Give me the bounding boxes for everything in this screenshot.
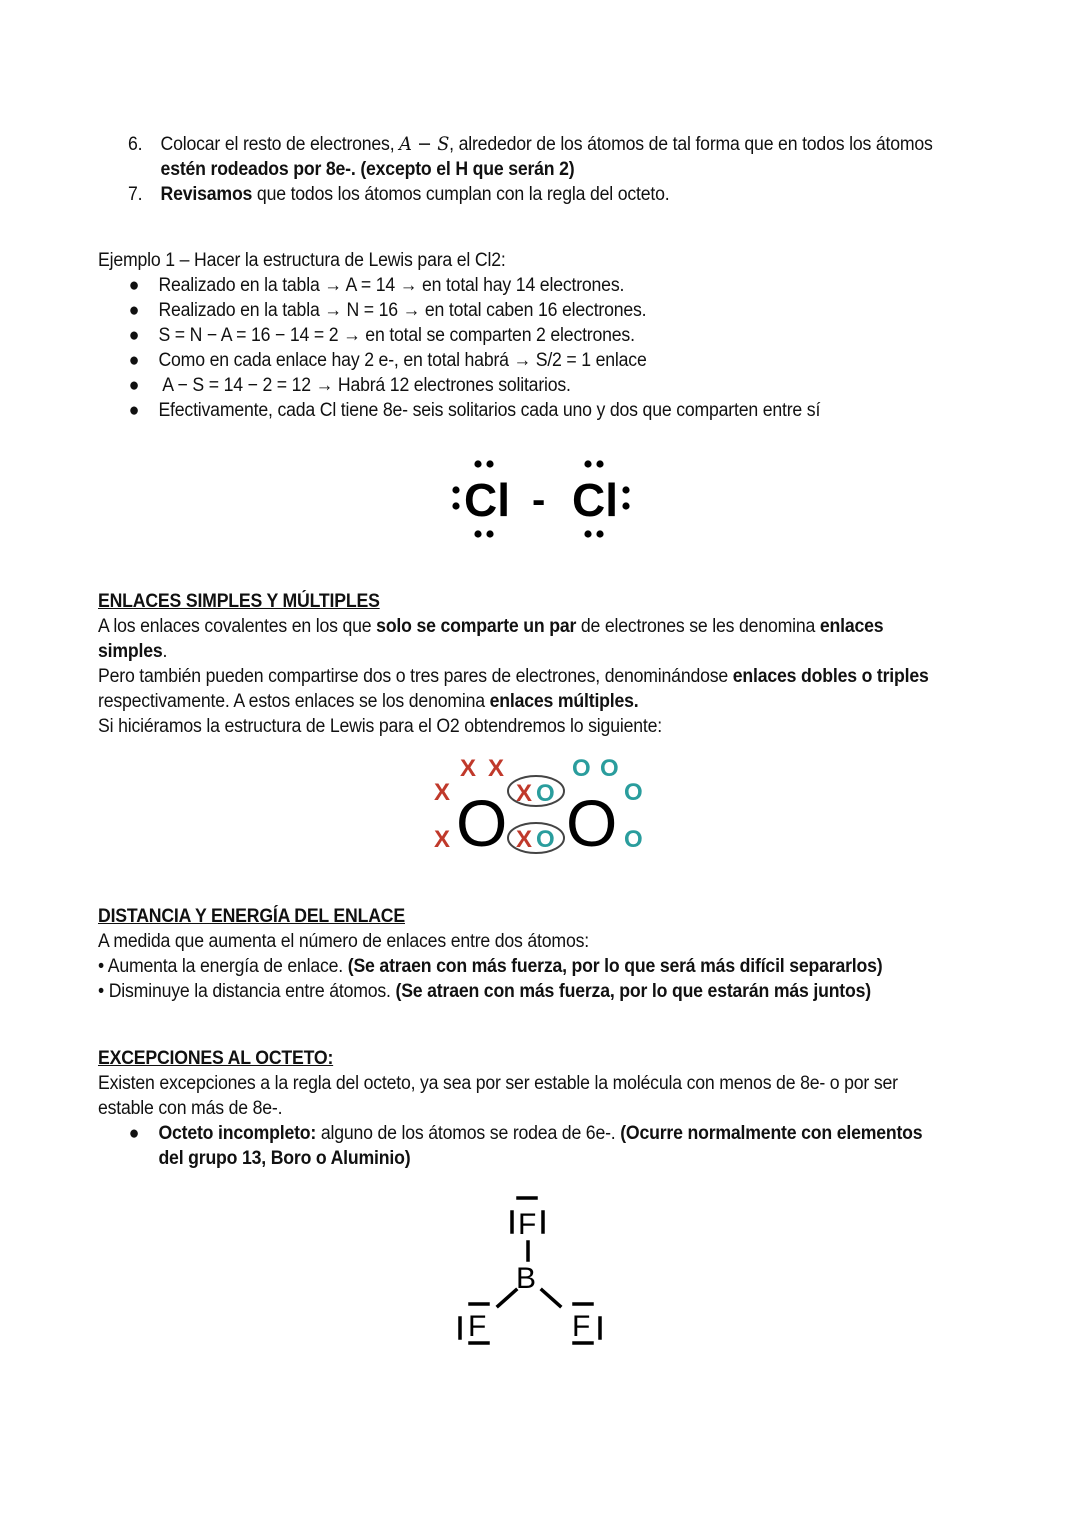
step-number: 7. xyxy=(128,184,143,205)
fluorine-top: F xyxy=(518,1208,537,1241)
paragraph xyxy=(98,614,929,639)
simple-multiple-section xyxy=(98,589,991,739)
list-item xyxy=(98,323,820,348)
text: respectivamente. A estos enlaces se los denomina xyxy=(98,691,490,712)
bullet-text: Como en cada enlace hay 2 e-, en total habrá → S/2 = 1 enlace xyxy=(158,350,647,371)
exceptions-section xyxy=(98,1046,984,1171)
text: . xyxy=(162,641,168,662)
text-bold: del grupo 13, Boro o Aluminio) xyxy=(158,1148,411,1169)
list-item xyxy=(98,979,882,1004)
cl-left-symbol: Cl xyxy=(464,474,510,526)
bullet-icon: ● xyxy=(128,400,140,421)
text-bold: solo se comparte un par xyxy=(376,616,577,637)
step-text-cont: , alrededor de los átomos de tal forma que en todos los átomos xyxy=(449,134,933,155)
step-math: A − S xyxy=(399,133,450,155)
step-6 xyxy=(128,132,965,182)
x-mark: X xyxy=(460,755,477,782)
list-item xyxy=(98,1121,922,1171)
bullet-text: A − S = 14 − 2 = 12 → Habrá 12 electrones solitarios. xyxy=(158,375,571,396)
list-item xyxy=(98,273,820,298)
text: A los enlaces covalentes en los que xyxy=(98,616,377,637)
text: Pero también pueden compartirse dos o tres pares de electrones, denominándose xyxy=(98,666,733,687)
paragraph: A medida que aumenta el número de enlaces entre dos átomos: xyxy=(98,931,589,952)
text-bold: enlaces xyxy=(819,616,884,637)
bullet-icon: ● xyxy=(128,300,140,321)
bullet-icon: ● xyxy=(128,275,140,296)
section-heading: EXCEPCIONES AL OCTETO: xyxy=(98,1048,334,1069)
bullet-icon: ● xyxy=(128,375,140,396)
text: • Disminuye la distancia entre átomos. xyxy=(98,981,396,1002)
x-mark: X xyxy=(516,826,533,853)
paragraph: Existen excepciones a la regla del octeto, ya sea por ser estable la molécula con menos de 8e- o por ser xyxy=(98,1073,898,1094)
bullet-text: Realizado en la tabla → A = 14 → en total hay 14 electrones. xyxy=(158,275,625,296)
bf3-lewis-diagram xyxy=(440,1190,620,1350)
o-mark: O xyxy=(624,779,643,806)
bullet-icon: ● xyxy=(128,1123,140,1144)
paragraph xyxy=(98,664,929,689)
paragraph: Si hiciéramos la estructura de Lewis para el O2 obtendremos lo siguiente: xyxy=(98,716,662,737)
text-bold: simples xyxy=(98,641,163,662)
x-mark: X xyxy=(488,755,505,782)
bullet-text: S = N − A = 16 − 14 = 2 → en total se comparten 2 electrones. xyxy=(158,325,635,346)
x-mark: X xyxy=(516,780,533,807)
list-item xyxy=(98,298,820,323)
x-mark: X xyxy=(434,826,451,853)
text-bold: (Se atraen con más fuerza, por lo que estarán más juntos) xyxy=(395,981,871,1002)
text-bold: enlaces múltiples. xyxy=(489,691,639,712)
text-bold: (Se atraen con más fuerza, por lo que será más difícil separarlos) xyxy=(347,956,883,977)
text: de electrones se les denomina xyxy=(576,616,820,637)
step-text-bold: estén rodeados por 8e-. (excepto el H que serán 2) xyxy=(160,159,575,180)
paragraph: estable con más de 8e-. xyxy=(98,1098,283,1119)
step-bold: Revisamos xyxy=(160,184,253,205)
list-item xyxy=(98,348,820,373)
cl2-lewis-diagram xyxy=(430,450,650,550)
step-text: que todos los átomos cumplan con la regla del octeto. xyxy=(252,184,670,205)
o-mark: O xyxy=(572,755,591,782)
text-bold: Octeto incompleto: xyxy=(158,1123,317,1144)
bullet-icon: ● xyxy=(128,325,140,346)
oxygen-left: O xyxy=(456,786,508,858)
distance-energy-section xyxy=(98,904,942,1004)
example-title: Ejemplo 1 – Hacer la estructura de Lewis para el Cl2: xyxy=(98,250,506,271)
text: alguno de los átomos se rodea de 6e-. xyxy=(316,1123,621,1144)
section-heading: ENLACES SIMPLES Y MÚLTIPLES xyxy=(98,591,380,612)
list-item xyxy=(98,373,820,398)
bullet-text: Efectivamente, cada Cl tiene 8e- seis solitarios cada uno y dos que comparten entre sí xyxy=(158,400,821,421)
steps-list xyxy=(128,132,1028,207)
bullet-text: Realizado en la tabla → N = 16 → en total caben 16 electrones. xyxy=(158,300,647,321)
o-mark: O xyxy=(600,755,619,782)
fluorine-right: F xyxy=(572,1310,591,1343)
paragraph xyxy=(98,689,929,714)
list-item xyxy=(98,954,882,979)
step-7 xyxy=(128,182,965,207)
bond-symbol: - xyxy=(532,478,546,522)
list-item xyxy=(98,398,820,423)
example-section xyxy=(98,248,875,423)
o2-lewis-diagram xyxy=(428,750,660,858)
text-bold: enlaces dobles o triples xyxy=(732,666,929,687)
text: • Aumenta la energía de enlace. xyxy=(98,956,348,977)
oxygen-right: O xyxy=(566,786,618,858)
bullet-icon: ● xyxy=(128,350,140,371)
cl-right-symbol: Cl xyxy=(572,474,618,526)
fluorine-left: F xyxy=(468,1310,487,1343)
o-mark: O xyxy=(536,780,555,807)
boron-center: B xyxy=(516,1262,537,1295)
section-heading: DISTANCIA Y ENERGÍA DEL ENLACE xyxy=(98,906,405,927)
step-text: Colocar el resto de electrones, xyxy=(160,134,400,155)
o-mark: O xyxy=(536,826,555,853)
paragraph xyxy=(98,639,929,664)
step-number: 6. xyxy=(128,134,143,155)
text-bold: (Ocurre normalmente con elementos xyxy=(620,1123,923,1144)
x-mark: X xyxy=(434,779,451,806)
o-mark: O xyxy=(624,826,643,853)
